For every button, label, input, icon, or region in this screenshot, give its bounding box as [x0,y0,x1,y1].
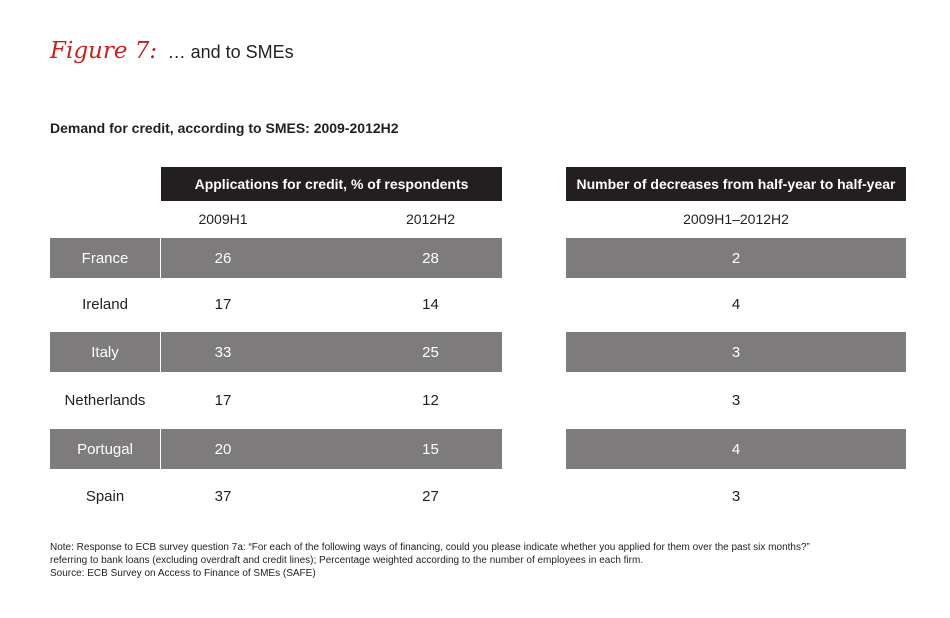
value-2012h2: 25 [422,343,439,361]
country-label: Spain [85,487,125,505]
group-header-decreases: Number of decreases from half-year to half-year [566,167,906,201]
value-2012h2: 15 [422,440,439,458]
value-2009h1: 33 [214,343,232,361]
figure-label: Figure 7: [50,38,158,64]
figure-caption: … and to SMEs [167,42,294,62]
value-2009h1: 20 [214,440,232,458]
note-line: referring to bank loans (excluding overdraft and credit lines); Percentage weighted according to the number of employees in each firm. [50,555,644,566]
country-label: Ireland [82,295,128,313]
value-2009h1: 17 [214,295,232,313]
value-decreases: 3 [731,391,741,409]
group-header-applications: Applications for credit, % of respondents [161,167,502,201]
value-2009h1: 37 [214,487,232,505]
column-header-2009h1-2012h2: 2009H1–2012H2 [683,211,789,227]
value-decreases: 2 [731,249,741,267]
value-decreases: 3 [731,343,741,361]
footnote [50,541,930,580]
table-title: Demand for credit, according to SMES: 2009-2012H2 [50,120,399,136]
column-header-2009h1: 2009H1 [198,211,248,227]
value-2012h2: 27 [422,487,439,505]
value-2009h1: 26 [214,249,232,267]
value-decreases: 4 [731,295,741,313]
figure-title [50,38,294,70]
value-decreases: 4 [731,440,741,458]
value-2012h2: 12 [422,391,439,409]
value-2012h2: 28 [422,249,439,267]
country-label: Portugal [77,440,133,458]
note-line: Note: Response to ECB survey question 7a: “For each of the following ways of financing, could you please indicate whether you applied for them over the past six months?” [50,542,810,553]
country-label: France [81,249,129,267]
value-2012h2: 14 [422,295,439,313]
value-decreases: 3 [731,487,741,505]
value-2009h1: 17 [214,391,232,409]
column-header-2012h2: 2012H2 [405,211,456,227]
country-label: Netherlands [64,391,146,409]
source-line: Source: ECB Survey on Access to Finance of SMEs (SAFE) [50,568,316,579]
country-label: Italy [91,343,119,361]
